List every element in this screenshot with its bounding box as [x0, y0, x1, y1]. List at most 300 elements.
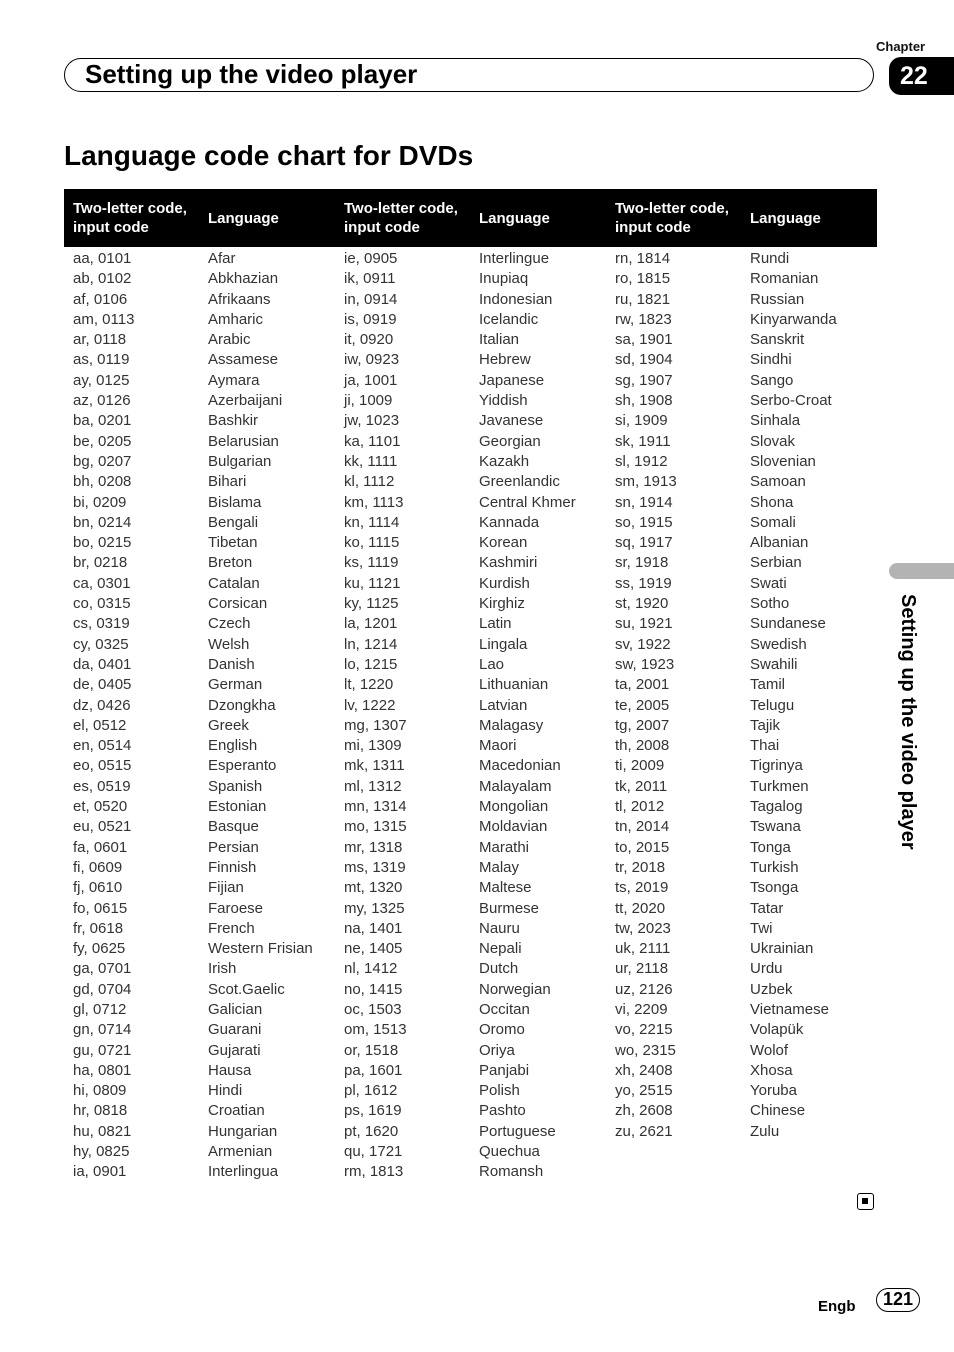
code-cell: sa, 1901 [615, 331, 673, 349]
table-row [64, 797, 877, 817]
code-cell: sm, 1913 [615, 473, 677, 491]
language-cell: Dutch [479, 960, 519, 978]
table-row [64, 756, 877, 776]
code-cell: gn, 0714 [73, 1021, 132, 1039]
chapter-label: Chapter [876, 39, 926, 54]
language-cell: Arabic [208, 331, 251, 349]
code-cell: ps, 1619 [344, 1102, 402, 1120]
code-cell: ss, 1919 [615, 574, 672, 592]
language-cell: Sango [750, 371, 794, 389]
language-cell: Tigrinya [750, 757, 803, 775]
language-cell: Czech [208, 615, 251, 633]
language-cell: Bashkir [208, 412, 259, 430]
code-cell: mi, 1309 [344, 737, 402, 755]
side-tab-label: Setting up the video player [897, 594, 919, 850]
table-row [64, 553, 877, 573]
code-cell: mr, 1318 [344, 838, 403, 856]
language-cell: Tonga [750, 838, 791, 856]
language-cell: Afrikaans [208, 290, 271, 308]
code-cell: rm, 1813 [344, 1163, 404, 1181]
table-row [64, 817, 877, 837]
language-cell: Rundi [750, 250, 790, 267]
language-cell: Welsh [208, 635, 250, 653]
language-cell: Western Frisian [208, 940, 313, 958]
language-cell: Amharic [208, 310, 264, 328]
code-cell: zh, 2608 [615, 1102, 673, 1120]
table-row [64, 411, 877, 431]
language-cell: Bislama [208, 493, 262, 511]
language-cell: Hebrew [479, 351, 531, 369]
language-cell: Swedish [750, 635, 807, 653]
code-cell: af, 0106 [73, 290, 128, 308]
code-cell: vi, 2209 [615, 1000, 668, 1018]
language-cell: Bulgarian [208, 452, 272, 470]
language-cell: Sindhi [750, 351, 792, 369]
language-code-table [64, 189, 877, 1183]
language-cell: Polish [479, 1082, 520, 1100]
code-cell: de, 0405 [73, 676, 132, 694]
code-cell: sg, 1907 [615, 371, 673, 389]
table-row [64, 959, 877, 979]
code-cell: bh, 0208 [73, 473, 132, 491]
language-cell: Romansh [479, 1163, 544, 1181]
table-row [64, 290, 877, 310]
code-cell: da, 0401 [73, 655, 132, 673]
language-cell: Bengali [208, 513, 259, 531]
language-cell: Malay [479, 858, 520, 876]
language-cell: Catalan [208, 574, 260, 592]
language-cell: German [208, 676, 263, 694]
code-cell: uk, 2111 [615, 940, 671, 958]
code-cell: ba, 0201 [73, 412, 132, 430]
table-row [64, 452, 877, 472]
code-cell: wo, 2315 [615, 1041, 676, 1059]
code-cell: kn, 1114 [344, 513, 400, 531]
language-cell: Marathi [479, 838, 530, 856]
language-cell: Estonian [208, 798, 267, 816]
table-row [64, 838, 877, 858]
language-cell: Kazakh [479, 452, 530, 470]
language-cell: Croatian [208, 1102, 265, 1120]
code-cell: or, 1518 [344, 1041, 399, 1059]
table-row [64, 493, 877, 513]
code-cell: qu, 1721 [344, 1143, 403, 1161]
language-cell: Kannada [479, 513, 540, 531]
code-cell: mt, 1320 [344, 879, 403, 897]
language-cell: Sotho [750, 595, 790, 613]
code-cell: ks, 1119 [344, 554, 399, 572]
table-row [64, 1041, 877, 1061]
language-cell: Xhosa [750, 1061, 793, 1079]
code-cell: sl, 1912 [615, 452, 668, 470]
code-cell: mo, 1315 [344, 818, 407, 836]
table-row [64, 533, 877, 553]
code-cell: xh, 2408 [615, 1061, 673, 1079]
code-cell: lt, 1220 [344, 676, 394, 694]
table-row [64, 878, 877, 898]
language-cell: Korean [479, 534, 528, 552]
code-cell: my, 1325 [344, 899, 405, 917]
language-cell [741, 1162, 877, 1182]
code-cell [606, 1142, 741, 1162]
language-cell: Maltese [479, 879, 532, 897]
language-cell: Shona [750, 493, 794, 511]
code-cell: no, 1415 [344, 980, 403, 998]
code-cell: ia, 0901 [73, 1163, 127, 1181]
code-cell: gu, 0721 [73, 1041, 132, 1059]
table-row [64, 655, 877, 675]
language-cell: Fijian [208, 879, 244, 897]
code-cell: om, 1513 [344, 1021, 407, 1039]
language-cell: Hausa [208, 1061, 252, 1079]
code-cell: ca, 0301 [73, 574, 131, 592]
code-cell: ko, 1115 [344, 534, 400, 552]
table-row [64, 899, 877, 919]
code-cell: la, 1201 [344, 615, 398, 633]
language-cell: Swati [750, 574, 787, 592]
table-row [64, 1142, 877, 1162]
column-header-code-3: Two-letter code, input code [606, 189, 741, 247]
language-cell: Albanian [750, 534, 809, 552]
language-cell: Moldavian [479, 818, 548, 836]
section-title: Setting up the video player [64, 58, 874, 92]
code-cell: co, 0315 [73, 595, 131, 613]
code-cell: eu, 0521 [73, 818, 132, 836]
language-cell: Faroese [208, 899, 264, 917]
code-cell: fy, 0625 [73, 940, 126, 958]
language-cell: Quechua [479, 1143, 540, 1161]
language-cell: Lao [479, 655, 505, 673]
table-row [64, 1122, 877, 1142]
code-cell: nl, 1412 [344, 960, 398, 978]
language-cell: Latin [479, 615, 512, 633]
language-cell: Lithuanian [479, 676, 549, 694]
code-cell: ms, 1319 [344, 858, 406, 876]
code-cell: fi, 0609 [73, 858, 123, 876]
code-cell: as, 0119 [73, 351, 130, 369]
language-cell: Javanese [479, 412, 544, 430]
language-cell: Gujarati [208, 1041, 261, 1059]
language-cell: Kurdish [479, 574, 530, 592]
code-cell: ru, 1821 [615, 290, 671, 308]
table-row [64, 614, 877, 634]
language-cell: Macedonian [479, 757, 561, 775]
language-cell: Ukrainian [750, 940, 814, 958]
code-cell: tn, 2014 [615, 818, 670, 836]
table-row [64, 858, 877, 878]
language-cell: Hungarian [208, 1122, 278, 1140]
language-cell: Somali [750, 513, 796, 531]
code-cell: su, 1921 [615, 615, 673, 633]
table-row [64, 371, 877, 391]
code-cell: gl, 0712 [73, 1000, 127, 1018]
language-cell: Zulu [750, 1122, 780, 1140]
code-cell: iw, 0923 [344, 351, 400, 369]
table-header-row [64, 189, 877, 247]
language-cell: Breton [208, 554, 253, 572]
code-cell: pt, 1620 [344, 1122, 399, 1140]
code-cell: bg, 0207 [73, 452, 132, 470]
language-cell: Volapük [750, 1021, 804, 1039]
language-cell: Lingala [479, 635, 528, 653]
code-cell: dz, 0426 [73, 696, 131, 714]
code-cell: fr, 0618 [73, 919, 124, 937]
code-cell: hu, 0821 [73, 1122, 132, 1140]
code-cell: ie, 0905 [344, 250, 398, 267]
code-cell: lo, 1215 [344, 655, 398, 673]
code-cell: sw, 1923 [615, 655, 675, 673]
language-cell [741, 1142, 877, 1162]
language-cell: Slovenian [750, 452, 816, 470]
code-cell: zu, 2621 [615, 1122, 673, 1140]
code-cell: bn, 0214 [73, 513, 132, 531]
code-cell: ne, 1405 [344, 940, 403, 958]
language-cell: Turkmen [750, 777, 809, 795]
table-row [64, 1000, 877, 1020]
language-cell: Finnish [208, 858, 257, 876]
language-cell: Kirghiz [479, 595, 525, 613]
code-cell: sn, 1914 [615, 493, 673, 511]
table-row [64, 939, 877, 959]
language-cell: Basque [208, 818, 259, 836]
language-cell: Interlingue [479, 250, 550, 267]
code-cell: en, 0514 [73, 737, 132, 755]
code-cell: ml, 1312 [344, 777, 402, 795]
code-cell: mk, 1311 [344, 757, 405, 775]
table-row [64, 1101, 877, 1121]
table-row [64, 675, 877, 695]
language-cell: Tamil [750, 676, 786, 694]
code-cell: bo, 0215 [73, 534, 132, 552]
code-cell: lv, 1222 [344, 696, 396, 714]
language-cell: Portuguese [479, 1122, 556, 1140]
code-cell: br, 0218 [73, 554, 128, 572]
table-row [64, 1061, 877, 1081]
code-cell: ja, 1001 [344, 371, 398, 389]
code-cell [606, 1162, 741, 1182]
code-cell: bi, 0209 [73, 493, 127, 511]
code-cell: tg, 2007 [615, 716, 670, 734]
code-cell: gd, 0704 [73, 980, 132, 998]
language-cell: Azerbaijani [208, 392, 283, 410]
table-row [64, 919, 877, 939]
column-header-code-2: Two-letter code, input code [335, 189, 470, 247]
code-cell: so, 1915 [615, 513, 673, 531]
table-row [64, 472, 877, 492]
language-cell: Vietnamese [750, 1000, 829, 1018]
language-cell: Yiddish [479, 392, 528, 410]
language-cell: Tatar [750, 899, 784, 917]
language-cell: Urdu [750, 960, 783, 978]
language-cell: Greek [208, 716, 249, 734]
language-cell: Malayalam [479, 777, 552, 795]
code-cell: is, 0919 [344, 310, 397, 328]
code-cell: ji, 1009 [344, 392, 393, 410]
code-cell: be, 0205 [73, 432, 132, 450]
language-cell: English [208, 737, 258, 755]
code-cell: jw, 1023 [344, 412, 400, 430]
code-cell: te, 2005 [615, 696, 670, 714]
code-cell: ta, 2001 [615, 676, 670, 694]
code-cell: sq, 1917 [615, 534, 673, 552]
table-row [64, 696, 877, 716]
code-cell: sv, 1922 [615, 635, 671, 653]
code-cell: ay, 0125 [73, 371, 130, 389]
language-cell: Aymara [208, 371, 260, 389]
language-cell: Irish [208, 960, 237, 978]
code-cell: es, 0519 [73, 777, 131, 795]
table-row [64, 1162, 877, 1182]
language-cell: Mongolian [479, 798, 549, 816]
language-cell: Hindi [208, 1082, 243, 1100]
table-row [64, 350, 877, 370]
language-cell: Dzongkha [208, 696, 276, 714]
code-cell: sh, 1908 [615, 392, 673, 410]
code-cell: tl, 2012 [615, 798, 665, 816]
language-cell: Oriya [479, 1041, 515, 1059]
language-cell: Inupiaq [479, 270, 529, 288]
code-cell: hr, 0818 [73, 1102, 128, 1120]
code-cell: fa, 0601 [73, 838, 128, 856]
code-cell: ab, 0102 [73, 270, 132, 288]
table-row [64, 432, 877, 452]
language-cell: Kashmiri [479, 554, 538, 572]
language-cell: French [208, 919, 255, 937]
language-cell: Wolof [750, 1041, 789, 1059]
code-cell: ik, 0911 [344, 270, 396, 288]
code-cell: tk, 2011 [615, 777, 668, 795]
code-cell: ky, 1125 [344, 595, 399, 613]
language-cell: Serbo-Croat [750, 392, 832, 410]
table-row [64, 247, 877, 269]
language-cell: Swahili [750, 655, 798, 673]
code-cell: ha, 0801 [73, 1061, 132, 1079]
code-cell: mn, 1314 [344, 798, 407, 816]
language-cell: Bihari [208, 473, 247, 491]
table-row [64, 594, 877, 614]
language-cell: Pashto [479, 1102, 526, 1120]
code-cell: ka, 1101 [344, 432, 401, 450]
code-cell: vo, 2215 [615, 1021, 673, 1039]
language-cell: Slovak [750, 432, 796, 450]
code-cell: to, 2015 [615, 838, 670, 856]
language-cell: Belarusian [208, 432, 279, 450]
code-cell: sk, 1911 [615, 432, 671, 450]
language-code-table-container [64, 189, 876, 1183]
code-cell: ln, 1214 [344, 635, 398, 653]
code-cell: tt, 2020 [615, 899, 666, 917]
language-cell: Tagalog [750, 798, 803, 816]
code-cell: cy, 0325 [73, 635, 129, 653]
code-cell: et, 0520 [73, 798, 128, 816]
table-row [64, 635, 877, 655]
code-cell: fj, 0610 [73, 879, 123, 897]
language-cell: Serbian [750, 554, 802, 572]
table-body [64, 247, 877, 1183]
code-cell: rw, 1823 [615, 310, 672, 328]
language-cell: Thai [750, 737, 780, 755]
code-cell: in, 0914 [344, 290, 398, 308]
code-cell: az, 0126 [73, 392, 131, 410]
language-cell: Abkhazian [208, 270, 279, 288]
table-row [64, 777, 877, 797]
column-header-language-3: Language [741, 189, 877, 247]
language-cell: Georgian [479, 432, 541, 450]
code-cell: mg, 1307 [344, 716, 407, 734]
language-cell: Tajik [750, 716, 781, 734]
language-cell: Tibetan [208, 534, 258, 552]
language-cell: Occitan [479, 1000, 530, 1018]
code-cell: aa, 0101 [73, 250, 132, 267]
language-cell: Samoan [750, 473, 806, 491]
code-cell: hi, 0809 [73, 1082, 127, 1100]
language-cell: Spanish [208, 777, 263, 795]
language-cell: Interlingua [208, 1163, 279, 1181]
code-cell: ro, 1815 [615, 270, 671, 288]
language-cell: Afar [208, 250, 236, 267]
language-cell: Esperanto [208, 757, 277, 775]
language-tag: Engb [818, 1298, 856, 1315]
language-cell: Japanese [479, 371, 545, 389]
code-cell: tw, 2023 [615, 919, 671, 937]
language-cell: Oromo [479, 1021, 525, 1039]
language-cell: Burmese [479, 899, 540, 917]
table-row [64, 716, 877, 736]
language-cell: Icelandic [479, 310, 539, 328]
code-cell: el, 0512 [73, 716, 127, 734]
code-cell: sd, 1904 [615, 351, 673, 369]
language-cell: Norwegian [479, 980, 551, 998]
language-cell: Romanian [750, 270, 819, 288]
code-cell: tr, 2018 [615, 858, 666, 876]
language-cell: Panjabi [479, 1061, 530, 1079]
language-cell: Galician [208, 1000, 263, 1018]
code-cell: km, 1113 [344, 493, 404, 511]
language-cell: Malagasy [479, 716, 544, 734]
column-header-language-2: Language [470, 189, 606, 247]
language-cell: Nepali [479, 940, 522, 958]
table-row [64, 391, 877, 411]
end-of-section-icon [857, 1193, 874, 1210]
language-cell: Italian [479, 331, 520, 349]
language-cell: Armenian [208, 1143, 273, 1161]
language-cell: Twi [750, 919, 773, 937]
language-cell: Uzbek [750, 980, 793, 998]
language-cell: Yoruba [750, 1082, 797, 1100]
page-title: Language code chart for DVDs [64, 140, 474, 171]
table-row [64, 980, 877, 1000]
chapter-number-badge: 22 [889, 57, 954, 95]
language-cell: Russian [750, 290, 805, 308]
table-row [64, 574, 877, 594]
table-row [64, 269, 877, 289]
code-cell: uz, 2126 [615, 980, 673, 998]
language-cell: Tsonga [750, 879, 799, 897]
code-cell: sr, 1918 [615, 554, 669, 572]
language-cell: Telugu [750, 696, 795, 714]
code-cell: ku, 1121 [344, 574, 401, 592]
column-header-code-1: Two-letter code, input code [64, 189, 199, 247]
language-cell: Turkish [750, 858, 799, 876]
language-cell: Nauru [479, 919, 520, 937]
language-cell: Chinese [750, 1102, 806, 1120]
code-cell: ts, 2019 [615, 879, 669, 897]
code-cell: pa, 1601 [344, 1061, 403, 1079]
code-cell: ga, 0701 [73, 960, 132, 978]
table-row [64, 1020, 877, 1040]
language-cell: Persian [208, 838, 259, 856]
code-cell: na, 1401 [344, 919, 403, 937]
